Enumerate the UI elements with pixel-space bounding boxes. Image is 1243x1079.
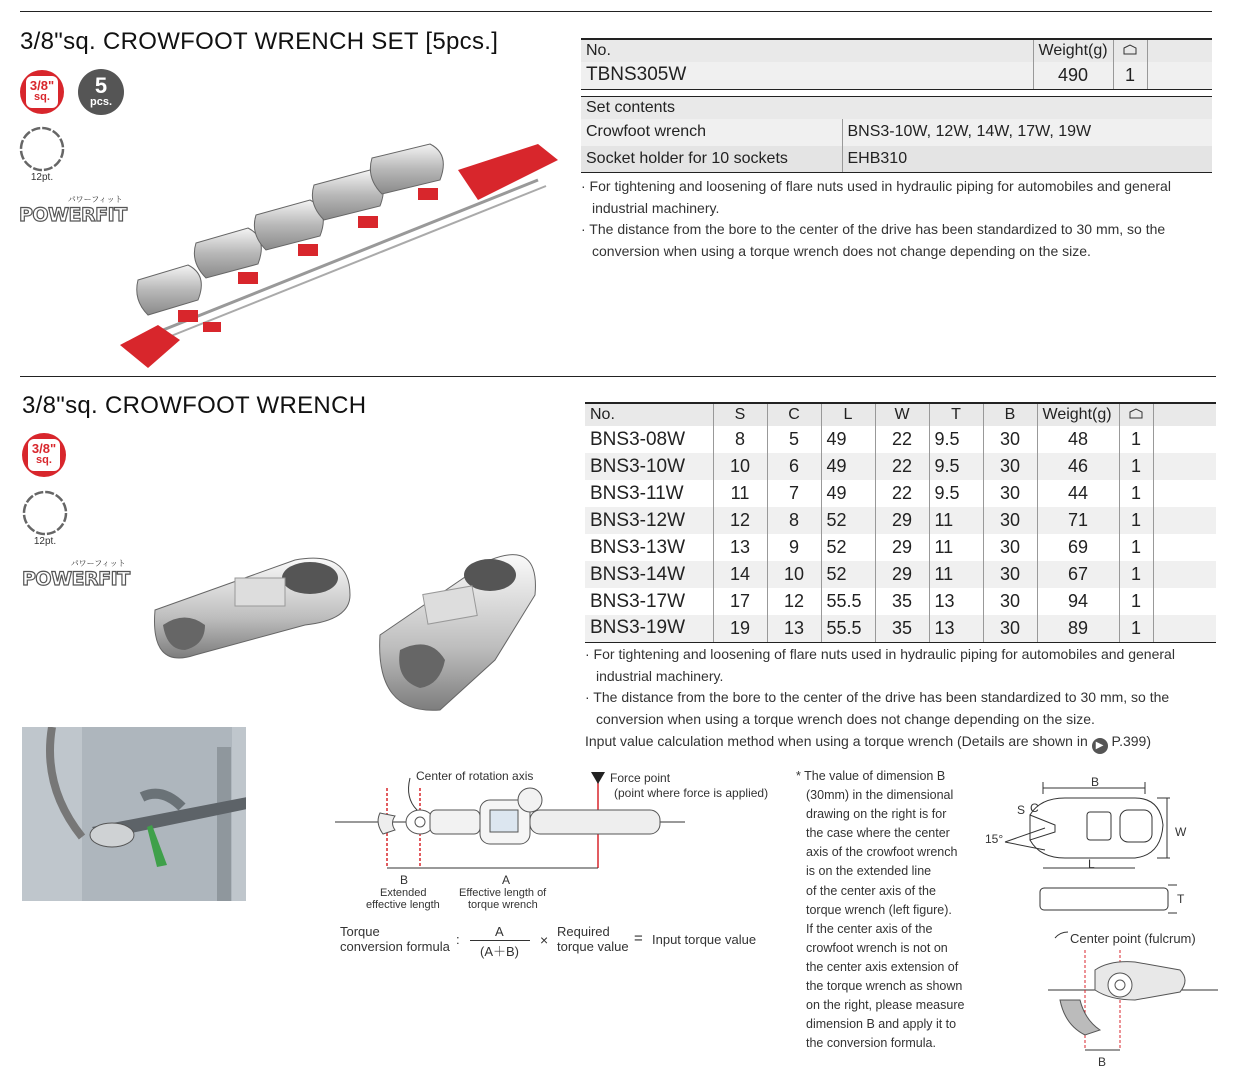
formula-numerator: A xyxy=(495,924,504,939)
single-logo-text: POWERFIT xyxy=(22,568,130,590)
set-contents-table xyxy=(581,96,1212,173)
single-table-body xyxy=(585,426,1216,642)
table-row xyxy=(585,561,1216,588)
cell-blank xyxy=(1153,534,1216,561)
cell-t: 9.5 xyxy=(929,453,983,480)
usage-photo-illustration xyxy=(22,727,246,901)
dim-c-label: C xyxy=(1030,801,1039,815)
single-size-badge-bottom: sq. xyxy=(36,454,52,466)
b-letter: B xyxy=(400,873,409,887)
formula-colon: : xyxy=(456,932,460,947)
single-col-c: C xyxy=(767,403,821,426)
a-label-2: torque wrench xyxy=(468,899,538,911)
cell-blank xyxy=(1153,426,1216,453)
wrench-set-image xyxy=(118,140,558,370)
single-twelve-point-shape-icon xyxy=(22,490,68,536)
footnote-line: torque wrench (left figure). xyxy=(806,902,952,917)
cell-l: 49 xyxy=(821,426,875,453)
single-logo-kana: パワーフィット xyxy=(70,559,126,568)
cell-b: 30 xyxy=(983,480,1037,507)
footnote-line: the case where the center xyxy=(806,826,950,841)
cell-s: 14 xyxy=(713,561,767,588)
cell-w: 22 xyxy=(875,480,929,507)
cell-weight: 46 xyxy=(1037,453,1119,480)
cell-l: 49 xyxy=(821,480,875,507)
cell-weight: 69 xyxy=(1037,534,1119,561)
cell-no: BNS3-08W xyxy=(590,428,686,450)
cell-weight: 71 xyxy=(1037,507,1119,534)
cell-c: 10 xyxy=(767,561,821,588)
input-value-line xyxy=(585,733,1151,754)
cell-s: 13 xyxy=(713,534,767,561)
footnote-line: crowfoot wrench is not on xyxy=(806,940,948,955)
single-col-weight: Weight(g) xyxy=(1037,403,1119,426)
table-row xyxy=(585,534,1216,561)
cell-no: BNS3-10W xyxy=(585,453,713,480)
single-twelve-point-label: 12pt. xyxy=(33,536,57,547)
single-col-no: No. xyxy=(585,403,713,426)
fulcrum-b-label: B xyxy=(1098,1055,1107,1069)
cell-l: 55.5 xyxy=(821,615,875,642)
cell-weight: 48 xyxy=(1037,426,1119,453)
cell-blank xyxy=(1153,507,1216,534)
set-contents-item-2: Socket holder for 10 sockets xyxy=(581,146,842,173)
single-twelve-point-icon xyxy=(21,490,69,547)
size-badge xyxy=(20,70,64,114)
cell-b: 30 xyxy=(983,426,1037,453)
table-row xyxy=(585,480,1216,507)
cell-t: 11 xyxy=(929,507,983,534)
footnote-line: of the center axis of the xyxy=(806,883,936,898)
set-contents-header: Set contents xyxy=(581,97,1212,119)
cell-qty: 1 xyxy=(1119,615,1153,642)
set-row-weight: 490 xyxy=(1033,62,1113,89)
formula-denominator: (A＋B) xyxy=(480,944,520,959)
cell-qty: 1 xyxy=(1119,507,1153,534)
cell-l: 52 xyxy=(821,507,875,534)
cell-t: 9.5 xyxy=(929,480,983,507)
quantity-box-icon xyxy=(1123,43,1137,55)
cell-c: 6 xyxy=(767,453,821,480)
cell-c: 13 xyxy=(767,615,821,642)
formula-fraction-bar xyxy=(470,940,530,941)
dim-w-label: W xyxy=(1175,825,1187,839)
force-point-label: Force point xyxy=(610,771,671,785)
single-note-2: · The distance from the bore to the center of the drive has been standardized to 30 mm, so the conversion when using a torque wrench does not change depending on the size. xyxy=(585,689,1170,727)
cell-w: 29 xyxy=(875,507,929,534)
cell-l: 52 xyxy=(821,534,875,561)
set-row-blank xyxy=(1147,62,1212,89)
b-label-1: Extended xyxy=(380,887,427,899)
input-value-text: Input value calculation method when using a torque wrench (Details are shown in xyxy=(585,733,1088,749)
fulcrum-label: Center point (fulcrum) xyxy=(1070,931,1196,946)
cell-c: 8 xyxy=(767,507,821,534)
cell-weight: 89 xyxy=(1037,615,1119,642)
formula-required-1: Required xyxy=(557,924,610,939)
cell-blank xyxy=(1153,453,1216,480)
set-col-no: No. xyxy=(581,39,1033,62)
cell-t: 11 xyxy=(929,561,983,588)
crowfoot-wrench-image xyxy=(145,540,565,720)
single-title: 3/8"sq. CROWFOOT WRENCH xyxy=(22,392,367,419)
footnote-line: drawing on the right is for xyxy=(806,807,947,822)
set-contents-value-1: BNS3-10W, 12W, 14W, 17W, 19W xyxy=(842,119,1212,146)
cell-c: 12 xyxy=(767,588,821,615)
dimension-drawing xyxy=(985,770,1185,920)
cell-no: BNS3-19W xyxy=(585,615,713,642)
cell-qty: 1 xyxy=(1119,426,1153,453)
cell-qty: 1 xyxy=(1119,480,1153,507)
cell-b: 30 xyxy=(983,588,1037,615)
set-spec-table xyxy=(581,38,1212,90)
cell-weight: 94 xyxy=(1037,588,1119,615)
set-title: 3/8"sq. CROWFOOT WRENCH SET [5pcs.] xyxy=(20,28,499,55)
cell-weight: 44 xyxy=(1037,480,1119,507)
logo-text: POWERFIT xyxy=(19,204,127,226)
cell-w: 29 xyxy=(875,561,929,588)
cell-s: 17 xyxy=(713,588,767,615)
formula-times: × xyxy=(540,932,549,948)
page-reference-arrow-icon[interactable]: ▶ xyxy=(1092,738,1108,754)
cell-c: 9 xyxy=(767,534,821,561)
table-row xyxy=(585,507,1216,534)
table-row xyxy=(585,588,1216,615)
cell-b: 30 xyxy=(983,534,1037,561)
cell-t: 11 xyxy=(929,534,983,561)
twelve-point-label: 12pt. xyxy=(30,172,54,183)
single-quantity-box-icon xyxy=(1129,407,1143,419)
cell-b: 30 xyxy=(983,615,1037,642)
single-spec-table xyxy=(585,402,1216,643)
formula-label-2: conversion formula xyxy=(340,939,450,954)
footnote-line: dimension B and apply it to xyxy=(806,1017,957,1032)
cell-l: 52 xyxy=(821,561,875,588)
set-notes xyxy=(581,176,1215,262)
usage-photo xyxy=(22,727,246,901)
cell-qty: 1 xyxy=(1119,588,1153,615)
set-col-qty xyxy=(1113,39,1147,62)
twelve-point-shape-icon xyxy=(19,126,65,172)
footnote-line: the center axis extension of xyxy=(806,959,959,974)
cell-w: 29 xyxy=(875,534,929,561)
cell-weight: 67 xyxy=(1037,561,1119,588)
single-col-w: W xyxy=(875,403,929,426)
fulcrum-drawing xyxy=(1040,930,1220,1060)
single-size-badge-top: 3/8" xyxy=(31,441,57,456)
a-label-1: Effective length of xyxy=(459,887,547,899)
table-row xyxy=(585,426,1216,453)
page-reference[interactable]: P.399) xyxy=(1111,733,1151,749)
cell-qty: 1 xyxy=(1119,561,1153,588)
formula-result: Input torque value xyxy=(652,932,757,947)
table-row xyxy=(585,615,1216,642)
powerfit-logo xyxy=(19,195,127,226)
cell-s: 8 xyxy=(713,426,767,453)
b-label-2: effective length xyxy=(366,899,440,911)
dim-t-label: T xyxy=(1177,892,1185,906)
cell-c: 5 xyxy=(767,426,821,453)
cell-w: 35 xyxy=(875,615,929,642)
footnote-line: the torque wrench as shown xyxy=(806,979,963,994)
logo-kana: パワーフィット xyxy=(67,195,123,204)
pcs-badge-unit: pcs. xyxy=(89,96,112,108)
formula-required-2: torque value xyxy=(557,939,629,954)
center-rotation-label: Center of rotation axis xyxy=(416,769,534,783)
dim-15-label: 15° xyxy=(985,832,1004,846)
footnote-line: the conversion formula. xyxy=(806,1036,936,1051)
dim-l-label: L xyxy=(1088,857,1095,871)
section-divider-rule xyxy=(20,376,1216,377)
set-col-weight: Weight(g) xyxy=(1033,39,1113,62)
cell-b: 30 xyxy=(983,507,1037,534)
a-letter: A xyxy=(502,873,511,887)
dimension-footnote xyxy=(796,767,986,1053)
top-rule xyxy=(20,11,1212,12)
footnote-line: * The value of dimension B xyxy=(796,769,946,783)
single-col-qty xyxy=(1119,403,1153,426)
pcs-badge xyxy=(78,69,124,115)
set-contents-value-2: EHB310 xyxy=(842,146,1212,173)
cell-w: 22 xyxy=(875,453,929,480)
cell-no: BNS3-11W xyxy=(590,482,684,504)
table-row xyxy=(585,453,1216,480)
footnote-line: on the right, please measure xyxy=(806,998,965,1013)
cell-t: 9.5 xyxy=(929,426,983,453)
size-badge-bottom: sq. xyxy=(34,91,50,103)
cell-blank xyxy=(1153,588,1216,615)
footnote-line: axis of the crowfoot wrench xyxy=(806,845,958,860)
cell-blank xyxy=(1153,615,1216,642)
cell-no: BNS3-14W xyxy=(585,561,713,588)
dimension-footnote-lines xyxy=(796,767,986,1053)
formula-label-1: Torque xyxy=(340,924,380,939)
twelve-point-icon xyxy=(18,126,66,183)
single-notes xyxy=(585,644,1217,730)
cell-s: 19 xyxy=(713,615,767,642)
dim-b-label: B xyxy=(1091,775,1100,789)
cell-b: 30 xyxy=(983,561,1037,588)
dim-s-label: S xyxy=(1017,803,1026,817)
cell-s: 12 xyxy=(713,507,767,534)
cell-s: 10 xyxy=(713,453,767,480)
cell-l: 49 xyxy=(821,453,875,480)
cell-no: BNS3-12W xyxy=(585,507,713,534)
cell-l: 55.5 xyxy=(821,588,875,615)
set-row-no: TBNS305W xyxy=(581,62,1033,89)
single-size-badge xyxy=(22,433,66,477)
set-note-1: · For tightening and loosening of flare nuts used in hydraulic piping for automobiles and general industrial machinery. xyxy=(581,178,1171,216)
cell-s: 11 xyxy=(713,480,767,507)
footnote-line: (30mm) in the dimensional xyxy=(806,788,954,803)
single-col-t: T xyxy=(929,403,983,426)
single-col-blank xyxy=(1153,403,1216,426)
single-col-s: S xyxy=(713,403,767,426)
footnote-line: is on the extended line xyxy=(806,864,932,879)
set-col-blank xyxy=(1147,39,1212,62)
cell-no: BNS3-17W xyxy=(590,590,686,612)
pcs-badge-number: 5 xyxy=(94,73,108,98)
cell-qty: 1 xyxy=(1119,453,1153,480)
cell-no: BNS3-13W xyxy=(590,536,686,558)
force-point-sub-label: (point where force is applied) xyxy=(614,786,769,800)
cell-qty: 1 xyxy=(1119,534,1153,561)
size-badge-top: 3/8" xyxy=(29,78,55,93)
cell-w: 22 xyxy=(875,426,929,453)
cell-t: 13 xyxy=(929,588,983,615)
cell-blank xyxy=(1153,561,1216,588)
formula-equals: = xyxy=(634,930,643,947)
cell-blank xyxy=(1153,480,1216,507)
single-col-b: B xyxy=(983,403,1037,426)
footnote-line: If the center axis of the xyxy=(806,921,933,936)
single-powerfit-logo xyxy=(22,559,130,590)
set-note-2: · The distance from the bore to the center of the drive has been standardized to 30 mm, so the conversion when using a torque wrench does not change depending on the size. xyxy=(581,221,1166,259)
cell-c: 7 xyxy=(767,480,821,507)
cell-w: 35 xyxy=(875,588,929,615)
cell-b: 30 xyxy=(983,453,1037,480)
set-contents-item-1: Crowfoot wrench xyxy=(581,119,842,146)
single-col-l: L xyxy=(821,403,875,426)
cell-t: 13 xyxy=(929,615,983,642)
set-row-qty: 1 xyxy=(1113,62,1147,89)
single-note-1: · For tightening and loosening of flare nuts used in hydraulic piping for automobiles and general industrial machinery. xyxy=(585,646,1175,684)
